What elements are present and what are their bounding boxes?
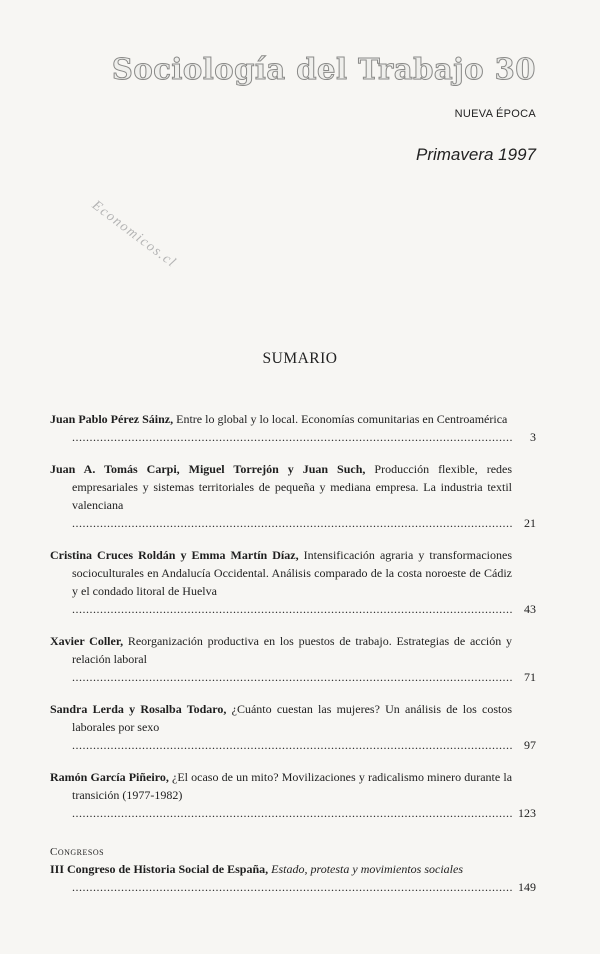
dot-leader bbox=[72, 428, 512, 446]
watermark-stamp: Economicos.cl bbox=[88, 198, 180, 272]
toc-entry-text bbox=[50, 860, 512, 896]
dot-leader bbox=[72, 514, 512, 532]
toc-entry-text bbox=[50, 410, 512, 446]
table-of-contents bbox=[50, 410, 536, 910]
toc-entry-congress[interactable] bbox=[50, 860, 536, 896]
dot-leader bbox=[72, 668, 512, 686]
dot-leader bbox=[72, 736, 512, 754]
toc-entry-page: 43 bbox=[524, 602, 536, 616]
toc-entry-text bbox=[50, 546, 512, 618]
section-label-congresos: Congresos bbox=[50, 846, 105, 858]
toc-entry-page: 149 bbox=[518, 880, 536, 894]
toc-entry[interactable] bbox=[50, 546, 536, 618]
toc-entry-title: Intensificación agraria y transformaciones socioculturales en Andalucía Occidental. Análisis comparado de la costa noroeste de Cádiz y el condado litoral de Huelva bbox=[72, 548, 512, 598]
issue-season: Primavera 1997 bbox=[415, 145, 536, 164]
journal-title: Sociología del Trabajo 30 bbox=[111, 52, 536, 86]
toc-entry-text bbox=[50, 632, 512, 686]
dot-leader bbox=[72, 600, 512, 618]
congress-subtitle: Estado, protesta y movimientos sociales bbox=[271, 862, 464, 876]
toc-entry-title: Reorganización productiva en los puestos de trabajo. Estrategias de acción y relación laboral bbox=[72, 634, 513, 666]
toc-entry-authors: Juan A. Tomás Carpi, Miguel Torrejón y Juan Such, bbox=[50, 462, 366, 476]
toc-entry[interactable] bbox=[50, 700, 536, 754]
toc-entry-title: Producción flexible, redes empresariales y sistemas territoriales de pequeña y mediana empresa. La industria textil valenciana bbox=[72, 462, 513, 512]
toc-entry-page: 3 bbox=[530, 430, 536, 444]
toc-entry-authors: Ramón García Piñeiro, bbox=[50, 770, 169, 784]
dot-leader bbox=[72, 804, 512, 822]
toc-entry-page: 123 bbox=[518, 806, 536, 820]
congress-title: III Congreso de Historia Social de España, bbox=[50, 862, 269, 876]
toc-entry-title: ¿El ocaso de un mito? Movilizaciones y radicalismo minero durante la transición (1977-1982) bbox=[72, 770, 513, 802]
toc-entry-text bbox=[50, 460, 512, 532]
toc-entry-page: 21 bbox=[524, 516, 536, 530]
toc-entry-title: ¿Cuánto cuestan las mujeres? Un análisis de los costos laborales por sexo bbox=[72, 702, 513, 734]
toc-entry[interactable] bbox=[50, 632, 536, 686]
toc-entry-text bbox=[50, 768, 512, 822]
toc-entry-text bbox=[50, 700, 512, 754]
toc-entry-page: 97 bbox=[524, 738, 536, 752]
toc-entry-page: 71 bbox=[524, 670, 536, 684]
toc-entry[interactable] bbox=[50, 768, 536, 822]
toc-heading: SUMARIO bbox=[262, 350, 338, 367]
dot-leader bbox=[72, 878, 512, 896]
toc-entry-authors: Sandra Lerda y Rosalba Todaro, bbox=[50, 702, 227, 716]
toc-entry-title: Entre lo global y lo local. Economías comunitarias en Centroamérica bbox=[176, 412, 508, 426]
toc-entry-authors: Cristina Cruces Roldán y Emma Martín Díaz, bbox=[50, 548, 299, 562]
toc-entry[interactable] bbox=[50, 410, 536, 446]
toc-entry-authors: Xavier Coller, bbox=[50, 634, 124, 648]
toc-entry-authors: Juan Pablo Pérez Sáinz, bbox=[50, 412, 174, 426]
edition-label: NUEVA ÉPOCA bbox=[454, 108, 536, 120]
toc-entry[interactable] bbox=[50, 460, 536, 532]
